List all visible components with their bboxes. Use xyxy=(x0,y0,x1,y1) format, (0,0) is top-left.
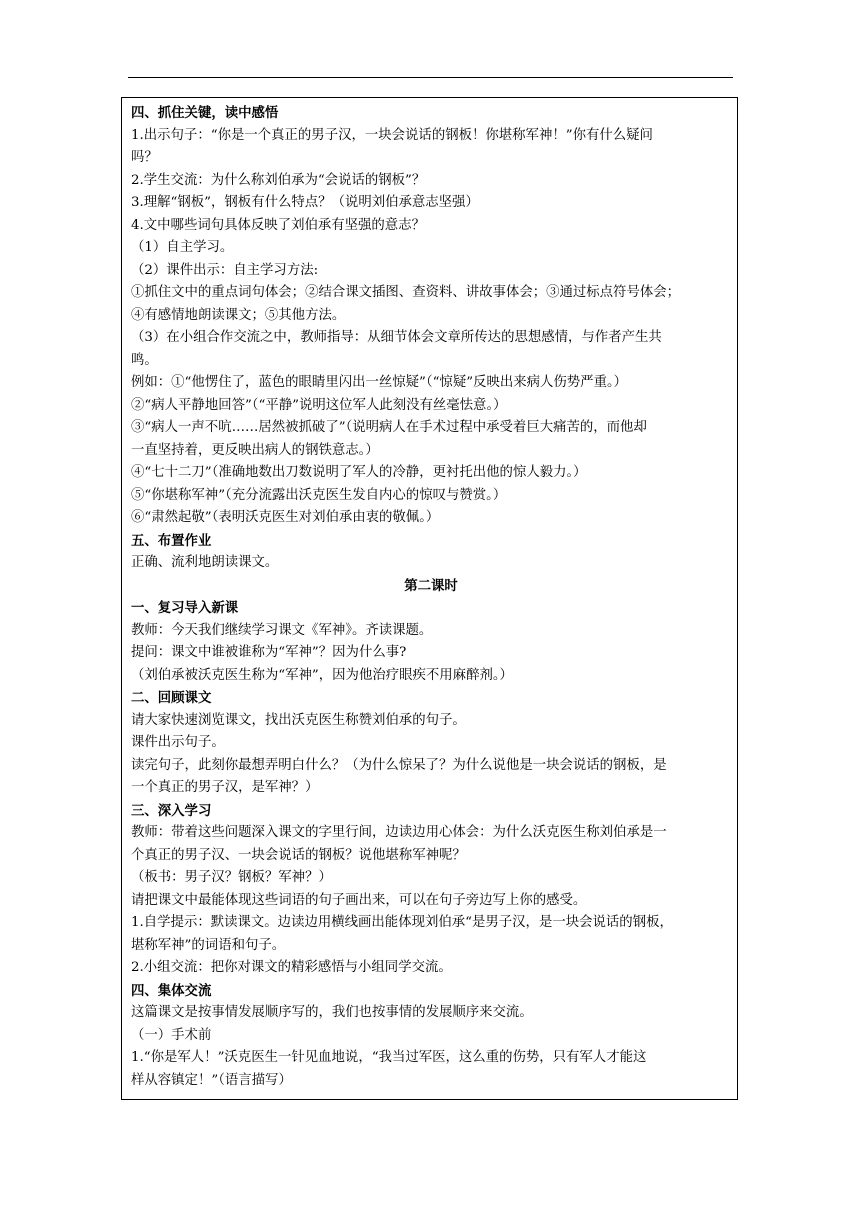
section-heading: 二、回顾课文 xyxy=(131,690,212,706)
text-line: 1.自学提示：默读课文。边读边用横线画出能体现刘伯承“是男子汉，是一块会说话的钢板， xyxy=(131,915,673,930)
text-line: 吗？ xyxy=(131,150,158,165)
text-line: ⑤“你堪称军神”（充分流露出沃克医生发自内心的惊叹与赞赏。） xyxy=(131,487,507,503)
lesson-plan-content xyxy=(131,102,731,1092)
text-line: 4.文中哪些词句具体反映了刘伯承有坚强的意志？ xyxy=(131,217,425,233)
text-line: 教师：带着这些问题深入课文的字里行间，边读边用心体会：为什么沃克医生称刘伯承是一 xyxy=(131,825,667,840)
section-heading: 五、布置作业 xyxy=(131,532,212,549)
text-line: （1）自主学习。 xyxy=(131,240,234,255)
text-line: 一直坚持着，更反映出病人的钢铁意志。） xyxy=(131,442,379,458)
section-heading: 三、深入学习 xyxy=(131,802,212,819)
text-line: 提问：课文中谁被谁称为“军神”？因为什么事? xyxy=(131,645,407,660)
text-line: 样从容镇定！”（语言描写） xyxy=(131,1072,292,1088)
text-line: 教师：今天我们继续学习课文《军神》。齐读课题。 xyxy=(131,622,433,638)
section-heading: 一、复习导入新课 xyxy=(131,600,239,616)
text-line: 2.学生交流：为什么称刘伯承为“会说话的钢板”？ xyxy=(131,172,426,188)
text-line: 3.理解“钢板”，钢板有什么特点？（说明刘伯承意志坚强） xyxy=(131,195,479,210)
text-line: 2.小组交流：把你对课文的精彩感悟与小组同学交流。 xyxy=(131,960,452,975)
text-line: 正确、流利地朗读课文。 xyxy=(131,555,279,570)
section-heading: 四、集体交流 xyxy=(131,982,212,999)
text-line: 读完句子，此刻你最想弄明白什么？（为什么惊呆了？为什么说他是一块会说话的钢板，是 xyxy=(131,757,667,773)
text-line: 请把课文中最能体现这些词语的句子画出来，可以在句子旁边写上你的感受。 xyxy=(131,892,587,908)
text-line: 鸣。 xyxy=(131,352,158,368)
header-rule xyxy=(128,77,733,78)
text-line: 1.“你是军人！”沃克医生一针见血地说，“我当过军医，这么重的伤势，只有军人才能这 xyxy=(131,1050,647,1065)
text-line: （2）课件出示：自主学习方法: xyxy=(131,262,319,278)
text-line: （一）手术前 xyxy=(131,1027,212,1043)
text-line: （板书：男子汉？钢板？军神？） xyxy=(131,870,332,885)
text-line: 这篇课文是按事情发展顺序写的，我们也按事情的发展顺序来交流。 xyxy=(131,1005,533,1020)
text-line: ⑥“肃然起敬”（表明沃克医生对刘伯承由衷的敬佩。） xyxy=(131,510,440,525)
text-line: ④有感情地朗读课文；⑤其他方法。 xyxy=(131,307,346,323)
lesson-period-title: 第二课时 xyxy=(404,577,458,594)
text-line: ①抓住文中的重点词句体会；②结合课文插图、查资料、讲故事体会；③通过标点符号体会； xyxy=(131,285,681,300)
text-line: （3）在小组合作交流之中，教师指导：从细节体会文章所传达的思想感情，与作者产生共 xyxy=(131,330,662,345)
text-line: ③“病人一声不吭……居然被抓破了”（说明病人在手术过程中承受着巨大痛苦的，而他却 xyxy=(131,420,647,435)
text-line: ②“病人平静地回答”（“平静”说明这位军人此刻没有丝毫怯意。） xyxy=(131,397,507,413)
text-line: 个真正的男子汉、一块会说话的钢板？说他堪称军神呢？ xyxy=(131,847,466,863)
section-heading: 四、抓住关键，读中感悟 xyxy=(131,105,279,121)
text-line: 请大家快速浏览课文，找出沃克医生称赞刘伯承的句子。 xyxy=(131,712,466,728)
text-line: 1.出示句子：“你是一个真正的男子汉，一块会说话的钢板！你堪称军神！”你有什么疑问 xyxy=(131,127,653,143)
text-line: 课件出示句子。 xyxy=(131,735,225,750)
text-line: 一个真正的男子汉，是军神？） xyxy=(131,780,319,795)
text-line: （刘伯承被沃克医生称为“军神”，因为他治疗眼疾不用麻醉剂。） xyxy=(131,667,513,683)
text-line: 堪称军神”的词语和句子。 xyxy=(131,937,286,953)
text-line: 例如：①“他愣住了，蓝色的眼睛里闪出一丝惊疑”（“惊疑”反映出来病人伤势严重。） xyxy=(131,375,628,390)
text-line: ④“七十二刀”（准确地数出刀数说明了军人的冷静，更衬托出他的惊人毅力。） xyxy=(131,465,587,480)
